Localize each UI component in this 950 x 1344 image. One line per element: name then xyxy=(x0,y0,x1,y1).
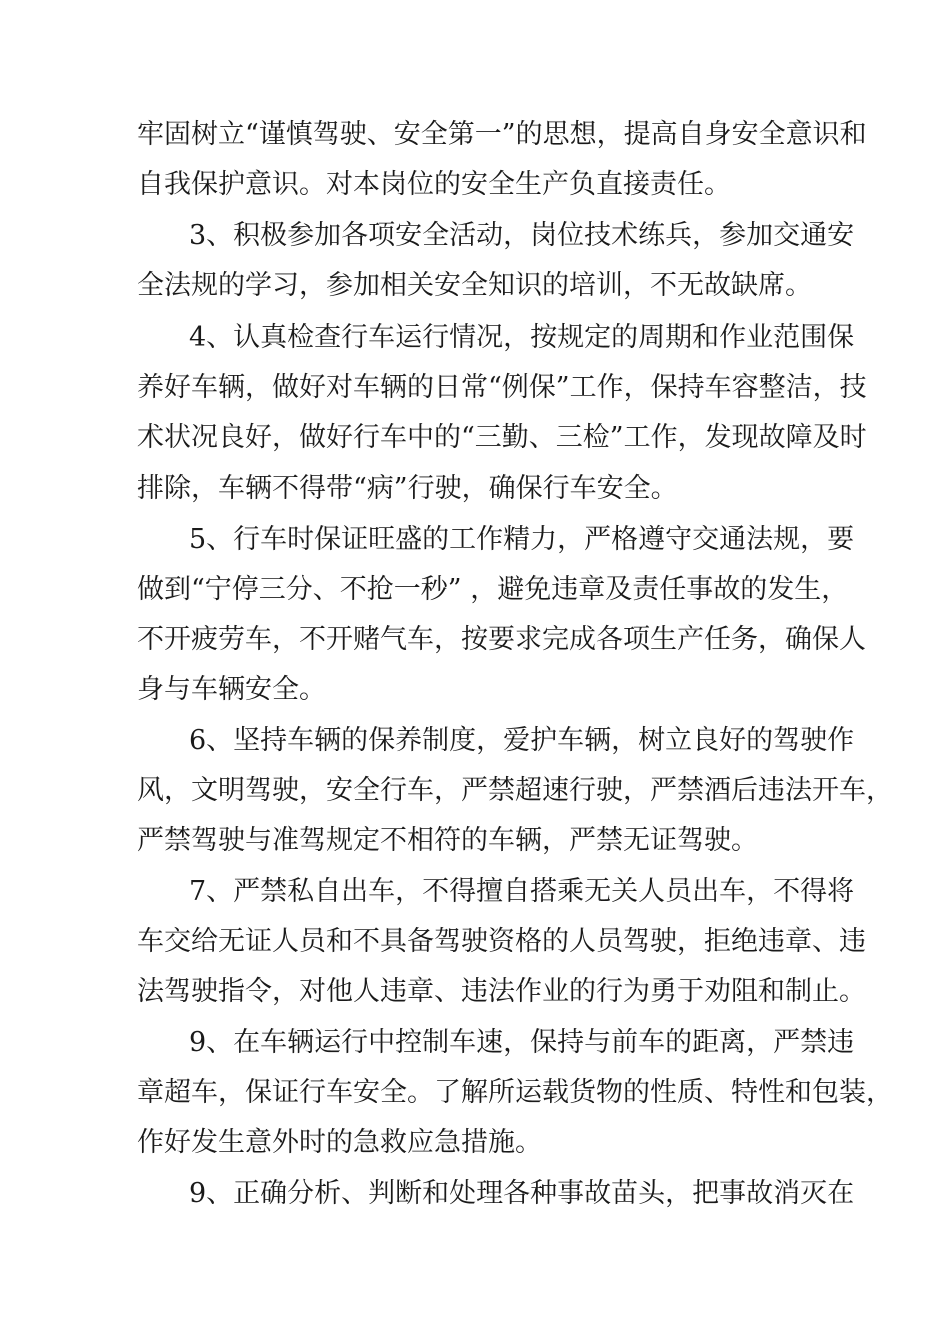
text-line: 章超车，保证行车安全。了解所运载货物的性质、特性和包装， xyxy=(137,1077,893,1108)
text-line: 严禁驾驶与准驾规定不相符的车辆，严禁无证驾驶。 xyxy=(137,825,758,856)
paragraph-7-start: 7、严禁私自出车，不得擅自搭乘无关人员出车，不得将 xyxy=(189,876,855,907)
text-line: 养好车辆，做好对车辆的日常“例保”工作，保持车容整洁，技 xyxy=(137,372,867,403)
text-line: 车交给无证人员和不具备驾驶资格的人员驾驶，拒绝违章、违 xyxy=(137,926,866,957)
text-line: 风，文明驾驶，安全行车，严禁超速行驶，严禁酒后违法开车， xyxy=(137,775,893,806)
text-line: 身与车辆安全。 xyxy=(137,674,326,705)
text-line: 自我保护意识。对本岗位的安全生产负直接责任。 xyxy=(137,169,731,200)
text-line: 法驾驶指令，对他人违章、违法作业的行为勇于劝阻和制止。 xyxy=(137,976,866,1007)
paragraph-4-start: 4、认真检查行车运行情况，按规定的周期和作业范围保 xyxy=(189,322,855,353)
paragraph-9b-start: 9、正确分析、判断和处理各种事故苗头，把事故消灭在 xyxy=(189,1178,855,1209)
paragraph-6-start: 6、坚持车辆的保养制度，爱护车辆，树立良好的驾驶作 xyxy=(189,725,855,756)
text-line: 牢固树立“谨慎驾驶、安全第一”的思想，提高自身安全意识和 xyxy=(137,119,867,150)
text-line: 作好发生意外时的急救应急措施。 xyxy=(137,1127,542,1158)
paragraph-5-start: 5、行车时保证旺盛的工作精力，严格遵守交通法规，要 xyxy=(189,524,855,555)
paragraph-9a-start: 9、在车辆运行中控制车速，保持与前车的距离，严禁违 xyxy=(189,1027,855,1058)
text-line: 排除，车辆不得带“病”行驶，确保行车安全。 xyxy=(137,473,678,504)
text-line: 不开疲劳车，不开赌气车，按要求完成各项生产任务，确保人 xyxy=(137,624,866,655)
paragraph-3-start: 3、积极参加各项安全活动，岗位技术练兵，参加交通安 xyxy=(189,220,855,251)
text-line: 全法规的学习，参加相关安全知识的培训，不无故缺席。 xyxy=(137,270,812,301)
text-line: 做到“宁停三分、不抢一秒” ，避免违章及责任事故的发生， xyxy=(137,574,849,605)
text-line: 术状况良好，做好行车中的“三勤、三检”工作，发现故障及时 xyxy=(137,422,867,453)
